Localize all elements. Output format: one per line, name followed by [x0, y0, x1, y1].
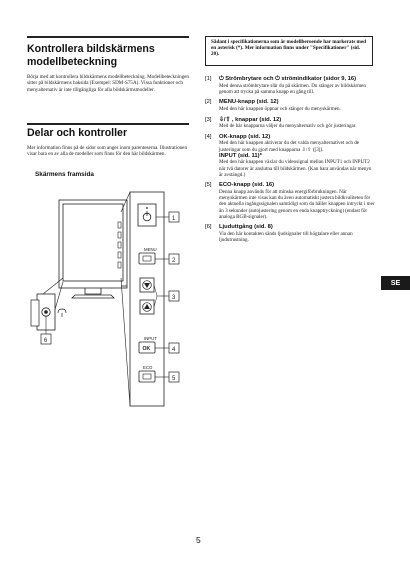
item-number: [1]: [205, 76, 212, 82]
subheading-front-view: Skärmens framsida: [35, 171, 94, 178]
callout-5: 5: [172, 376, 176, 382]
callout-3: 3: [172, 295, 176, 301]
ok-label: OK: [142, 346, 151, 352]
specification-notice: Sådant i specifikationerna som är modellberoende har markerats med en asterisk (*). Mer information finns under "Specifikationer" (sid. 20).: [205, 36, 373, 66]
list-item-2: [205, 99, 375, 112]
item-title: Ljuduttgång (sid. 8): [219, 224, 273, 231]
list-item-6: [205, 224, 375, 243]
item-title: ⇩/⇧ , knappar (sid. 12): [219, 116, 282, 123]
item-description: Denna knapp används för att minska energiförbrukningen. När menyskärmen inte visas kan du även automatiskt justera bildkvaliteten för den aktuella ingångssignalen samtidigt som du håller knappen intryckt i mer än 3 sekunder (autojustering genom en enda knapptryckning) (endast för analoga RGB-signaler).: [219, 188, 375, 220]
item-description: Med de här knapparna väljer du menyalternativ och gör justeringar.: [219, 123, 357, 130]
parts-list: [205, 76, 375, 248]
item-number: [3]: [205, 116, 212, 123]
heading-model-check: Kontrollera bildskärmens modellbeteckning: [27, 43, 155, 68]
callout-1: 1: [172, 216, 176, 222]
ok-input-button[interactable]: [139, 342, 155, 353]
paragraph-model-check: Börja med att kontrollera bildskärmens modellbeteckning. Modellbeteckningen sitter på bildskärmens baksida (Exempel: SDM-S75A). Vissa funktioner och menyalternativ är inte tillgängliga för alla bildskärmsmodeller.: [27, 74, 189, 93]
list-item-3: [205, 117, 375, 130]
item-number: [4]: [205, 133, 212, 140]
callout-2: 2: [172, 258, 176, 264]
item-title: OK-knapp (sid. 12): [219, 133, 271, 140]
item-description: Med den här knappen öppnar och stänger du menyskärmen.: [219, 105, 341, 112]
item-title: ECO-knapp (sid. 16): [219, 182, 275, 189]
item-number: [2]: [205, 99, 212, 106]
item-title: MENU-knapp (sid. 12): [219, 99, 279, 106]
top-rule: [27, 36, 189, 38]
audio-output-zoom: [31, 278, 63, 330]
item-subdescription: Med den här knappen växlar du videosignal mellan INPUT1 och INPUT2 när två datorer är anslutna till bildskärmen. (Kan bara användas när menyn är avstängd.): [219, 159, 372, 178]
list-item-4: [205, 134, 375, 178]
page-number: 5: [196, 535, 201, 545]
eco-button[interactable]: [139, 371, 155, 382]
menu-label: MENU: [144, 247, 157, 252]
power-button[interactable]: [138, 204, 156, 226]
list-item-5: [205, 182, 375, 220]
item-title: ⏻ Strömbrytare och ⏻ strömindikator (sidor 9, 16): [219, 76, 357, 82]
item-subtitle: INPUT (sid. 11)*: [219, 152, 262, 159]
item-number: [5]: [205, 182, 212, 189]
item-description: Med den här knappen aktiverar du det valda menyalternativet och de justeringar som du gjort med knapparna ⇩/⇧ ([3]).: [219, 140, 360, 153]
paragraph-parts-controls: Mer information finns på de sidor som anges inom parenteserna. Illustrationen visar bara en av alla de modeller som finns för den här bildskärmen.: [27, 145, 187, 158]
language-tab: SE: [381, 276, 410, 290]
callout-4: 4: [172, 347, 176, 353]
list-item-1: [205, 76, 375, 95]
middle-rule: [27, 123, 189, 125]
headphone-icon: [58, 309, 66, 317]
monitor-control-strip: [118, 222, 121, 268]
monitor-front-diagram: [27, 182, 197, 444]
callout-6: 6: [44, 338, 48, 344]
monitor-illustration: [59, 200, 127, 298]
eco-label: ECO: [143, 365, 153, 370]
item-description: Via den här kontakten sänds ljudsignaler till högtalare eller annan ljudutrustning.: [219, 230, 353, 244]
menu-button[interactable]: [139, 253, 155, 264]
input-label: INPUT: [144, 336, 157, 341]
item-number: [6]: [205, 224, 212, 231]
item-description: Med denna strömbrytare slår du på skärmen. Du stänger av bildskärmen genom att trycka på samma knapp en gång till.: [219, 82, 366, 95]
heading-parts-controls: Delar och kontroller: [27, 127, 128, 139]
